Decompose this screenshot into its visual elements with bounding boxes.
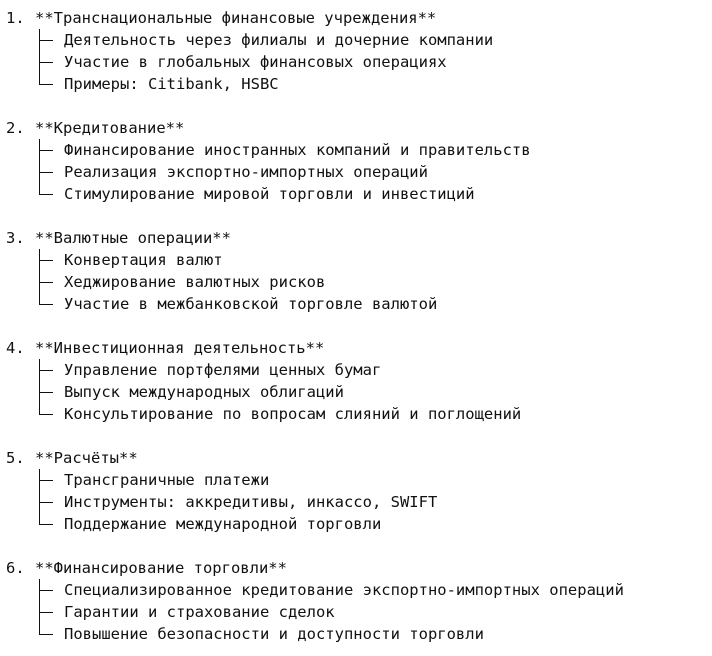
tree-branch-icon (35, 29, 64, 51)
list-item (6, 73, 712, 95)
section-title: **Кредитование** (35, 119, 185, 137)
list-item (6, 601, 712, 623)
section-heading (6, 227, 712, 249)
section-1 (6, 7, 712, 95)
tree-branch-icon (35, 601, 64, 623)
tree-branch-icon (35, 491, 64, 513)
tree-branch-icon (35, 381, 64, 403)
tree-branch-icon (35, 161, 64, 183)
item-text: Поддержание международной торговли (64, 515, 382, 533)
list-item (6, 51, 712, 73)
tree-end-branch-icon (35, 623, 64, 645)
list-item (6, 183, 712, 205)
item-text: Повышение безопасности и доступности торговли (64, 625, 484, 643)
section-number: 6. (6, 559, 25, 577)
tree-end-branch-icon (35, 183, 64, 205)
item-text: Инструменты: аккредитивы, инкассо, SWIFT (64, 493, 438, 511)
section-5 (6, 447, 712, 535)
tree-branch-icon (35, 51, 64, 73)
section-3 (6, 227, 712, 315)
item-text: Выпуск международных облигаций (64, 383, 344, 401)
tree-end-branch-icon (35, 73, 64, 95)
section-title: **Транснациональные финансовые учреждения** (35, 9, 437, 27)
section-number: 5. (6, 449, 25, 467)
item-text: Участие в глобальных финансовых операциях (64, 53, 447, 71)
item-text: Деятельность через филиалы и дочерние компании (64, 31, 494, 49)
tree-branch-icon (35, 139, 64, 161)
section-6 (6, 557, 712, 645)
section-title: **Инвестиционная деятельность** (35, 339, 325, 357)
section-number: 1. (6, 9, 25, 27)
item-text: Специализированное кредитование экспортно-импортных операций (64, 581, 624, 599)
section-number: 3. (6, 229, 25, 247)
list-item (6, 161, 712, 183)
list-item (6, 403, 712, 425)
item-text: Хеджирование валютных рисков (64, 273, 326, 291)
section-heading (6, 557, 712, 579)
list-item (6, 469, 712, 491)
item-text: Консультирование по вопросам слияний и поглощений (64, 405, 522, 423)
list-item (6, 271, 712, 293)
list-item (6, 623, 712, 645)
item-text: Конвертация валют (64, 251, 223, 269)
tree-branch-icon (35, 359, 64, 381)
list-item (6, 513, 712, 535)
list-item (6, 29, 712, 51)
list-item (6, 381, 712, 403)
section-4 (6, 337, 712, 425)
tree-branch-icon (35, 469, 64, 491)
section-title: **Расчёты** (35, 449, 138, 467)
tree-branch-icon (35, 271, 64, 293)
tree-branch-icon (35, 579, 64, 601)
section-number: 2. (6, 119, 25, 137)
list-item (6, 293, 712, 315)
section-heading (6, 447, 712, 469)
list-item (6, 491, 712, 513)
item-text: Примеры: Citibank, HSBC (64, 75, 279, 93)
tree-end-branch-icon (35, 293, 64, 315)
section-2 (6, 117, 712, 205)
list-item (6, 359, 712, 381)
item-text: Стимулирование мировой торговли и инвестиций (64, 185, 475, 203)
tree-end-branch-icon (35, 513, 64, 535)
tree-end-branch-icon (35, 403, 64, 425)
item-text: Участие в межбанковской торговле валютой (64, 295, 438, 313)
section-heading (6, 7, 712, 29)
list-item (6, 579, 712, 601)
section-heading (6, 117, 712, 139)
section-title: **Финансирование торговли** (35, 559, 287, 577)
item-text: Финансирование иностранных компаний и правительств (64, 141, 531, 159)
item-text: Управление портфелями ценных бумаг (64, 361, 382, 379)
section-heading (6, 337, 712, 359)
item-text: Трансграничные платежи (64, 471, 270, 489)
tree-branch-icon (35, 249, 64, 271)
section-number: 4. (6, 339, 25, 357)
item-text: Гарантии и страхование сделок (64, 603, 335, 621)
list-item (6, 249, 712, 271)
item-text: Реализация экспортно-импортных операций (64, 163, 428, 181)
section-title: **Валютные операции** (35, 229, 231, 247)
list-item (6, 139, 712, 161)
